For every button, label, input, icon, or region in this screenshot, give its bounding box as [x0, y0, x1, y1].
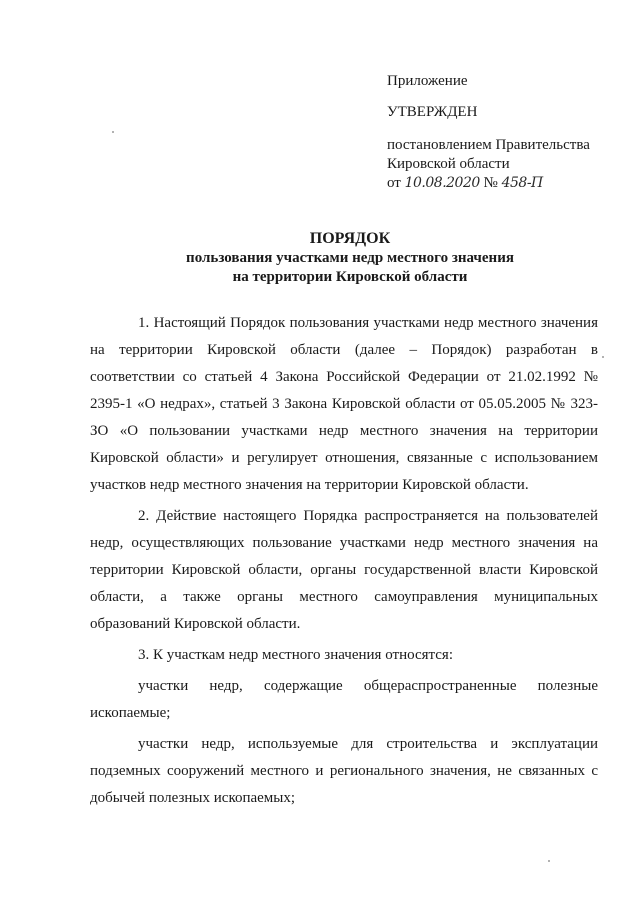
paragraph-3: 3. К участкам недр местного значения относятся: — [138, 647, 453, 663]
handwritten-number: 458-П — [501, 175, 543, 191]
appendix-label: Приложение — [387, 73, 468, 89]
paragraph-3-item-1: участки недр, содержащие общераспространенные полезные ископаемые; — [90, 678, 598, 721]
scan-speck — [112, 131, 114, 133]
decree-line-2: Кировской области — [387, 156, 510, 172]
paragraph-3-item-2: участки недр, используемые для строительства и эксплуатации подземных сооружений местного и регионального значения, не связанных с добычей полезных ископаемых; — [90, 736, 598, 806]
scan-speck — [548, 860, 550, 862]
decree-reference — [387, 136, 590, 193]
date-prefix: от — [387, 175, 401, 191]
document-subtitle-line-2: на территории Кировской области — [232, 269, 468, 285]
number-prefix: № — [483, 175, 498, 191]
scan-speck — [602, 356, 604, 358]
approved-label: УТВЕРЖДЕН — [387, 104, 478, 120]
document-subtitle-line-1: пользования участками недр местного значения — [186, 250, 514, 266]
paragraph-2: 2. Действие настоящего Порядка распространяется на пользователей недр, осуществляющих пользование участками недр местного значения на территории Кировской области, органы государственной власти Кировской области, а также органы местного самоуправления муниципальных образований Кировской области. — [90, 508, 598, 632]
paragraph-1: 1. Настоящий Порядок пользования участками недр местного значения на территории Кировской области (далее – Порядок) разработан в соответствии со статьей 4 Закона Российской Федерации от 21.02.1992 № 2395-1 «О недрах», статьей 3 Закона Кировской области от 05.05.2005 № 323-ЗО «О пользовании участками недр местного значения на территории Кировской области» и регулирует отношения, связанные с использованием участков недр местного значения на территории Кировской области. — [90, 315, 598, 493]
document-title: ПОРЯДОК — [309, 230, 391, 247]
handwritten-date: 10.08.2020 — [404, 175, 480, 191]
decree-date-number — [387, 174, 590, 193]
document-heading — [90, 229, 610, 287]
document-body — [90, 310, 598, 812]
decree-line-1: постановлением Правительства — [387, 137, 590, 153]
